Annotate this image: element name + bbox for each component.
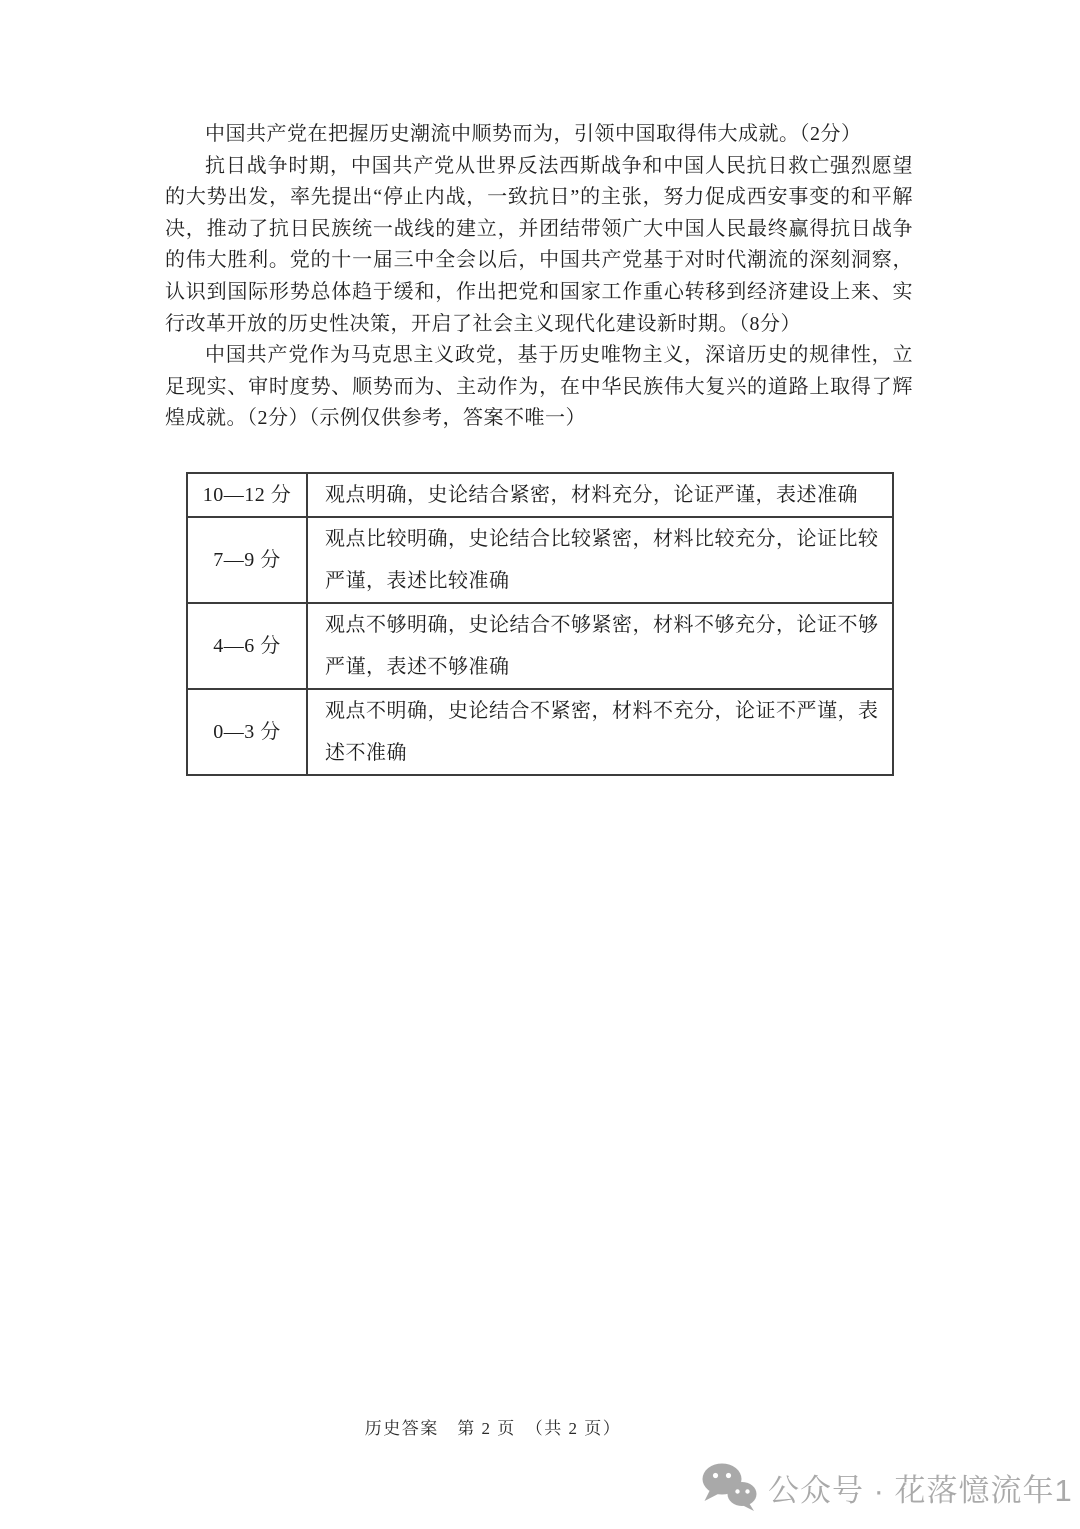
- scoring-rubric-table: [186, 472, 894, 776]
- criteria-cell: 观点不够明确，史论结合不够紧密，材料不够充分，论证不够严谨，表述不够准确: [307, 603, 893, 689]
- score-range-cell: 0—3 分: [187, 689, 307, 775]
- wechat-icon: [701, 1462, 759, 1512]
- table-row: [187, 473, 893, 517]
- criteria-cell: 观点不明确，史论结合不紧密，材料不充分，论证不严谨，表述不准确: [307, 689, 893, 775]
- table-row: [187, 603, 893, 689]
- score-range-cell: 10—12 分: [187, 473, 307, 517]
- criteria-cell: 观点比较明确，史论结合比较紧密，材料比较充分，论证比较严谨，表述比较准确: [307, 517, 893, 603]
- watermark: [701, 1462, 1073, 1512]
- criteria-cell: 观点明确，史论结合紧密，材料充分，论证严谨，表述准确: [307, 473, 893, 517]
- answer-paragraph: 中国共产党在把握历史潮流中顺势而为，引领中国取得伟大成就。（2分）: [205, 123, 862, 145]
- answer-paragraph: 中国共产党作为马克思主义政党，基于历史唯物主义，深谙历史的规律性，立足现实、审时度势、顺势而为、主动作为，在中华民族伟大复兴的道路上取得了辉煌成就。（2分）（示例仅供参考，答案不唯一）: [165, 344, 913, 430]
- answer-text-block: [165, 119, 913, 435]
- score-range-cell: 7—9 分: [187, 517, 307, 603]
- table-row: [187, 689, 893, 775]
- score-range-cell: 4—6 分: [187, 603, 307, 689]
- answer-paragraph: 抗日战争时期，中国共产党从世界反法西斯战争和中国人民抗日救亡强烈愿望的大势出发，率先提出“停止内战，一致抗日”的主张，努力促成西安事变的和平解决，推动了抗日民族统一战线的建立，并团结带领广大中国人民最终赢得抗日战争的伟大胜利。党的十一届三中全会以后，中国共产党基于对时代潮流的深刻洞察，认识到国际形势总体趋于缓和，作出把党和国家工作重心转移到经济建设上来、实行改革开放的历史性决策，开启了社会主义现代化建设新时期。（8分）: [165, 154, 913, 335]
- watermark-text: 公众号 · 花落憶流年1: [768, 1472, 1073, 1508]
- page-footer: 历史答案 第 2 页 （共 2 页）: [364, 1419, 622, 1438]
- table-row: [187, 517, 893, 603]
